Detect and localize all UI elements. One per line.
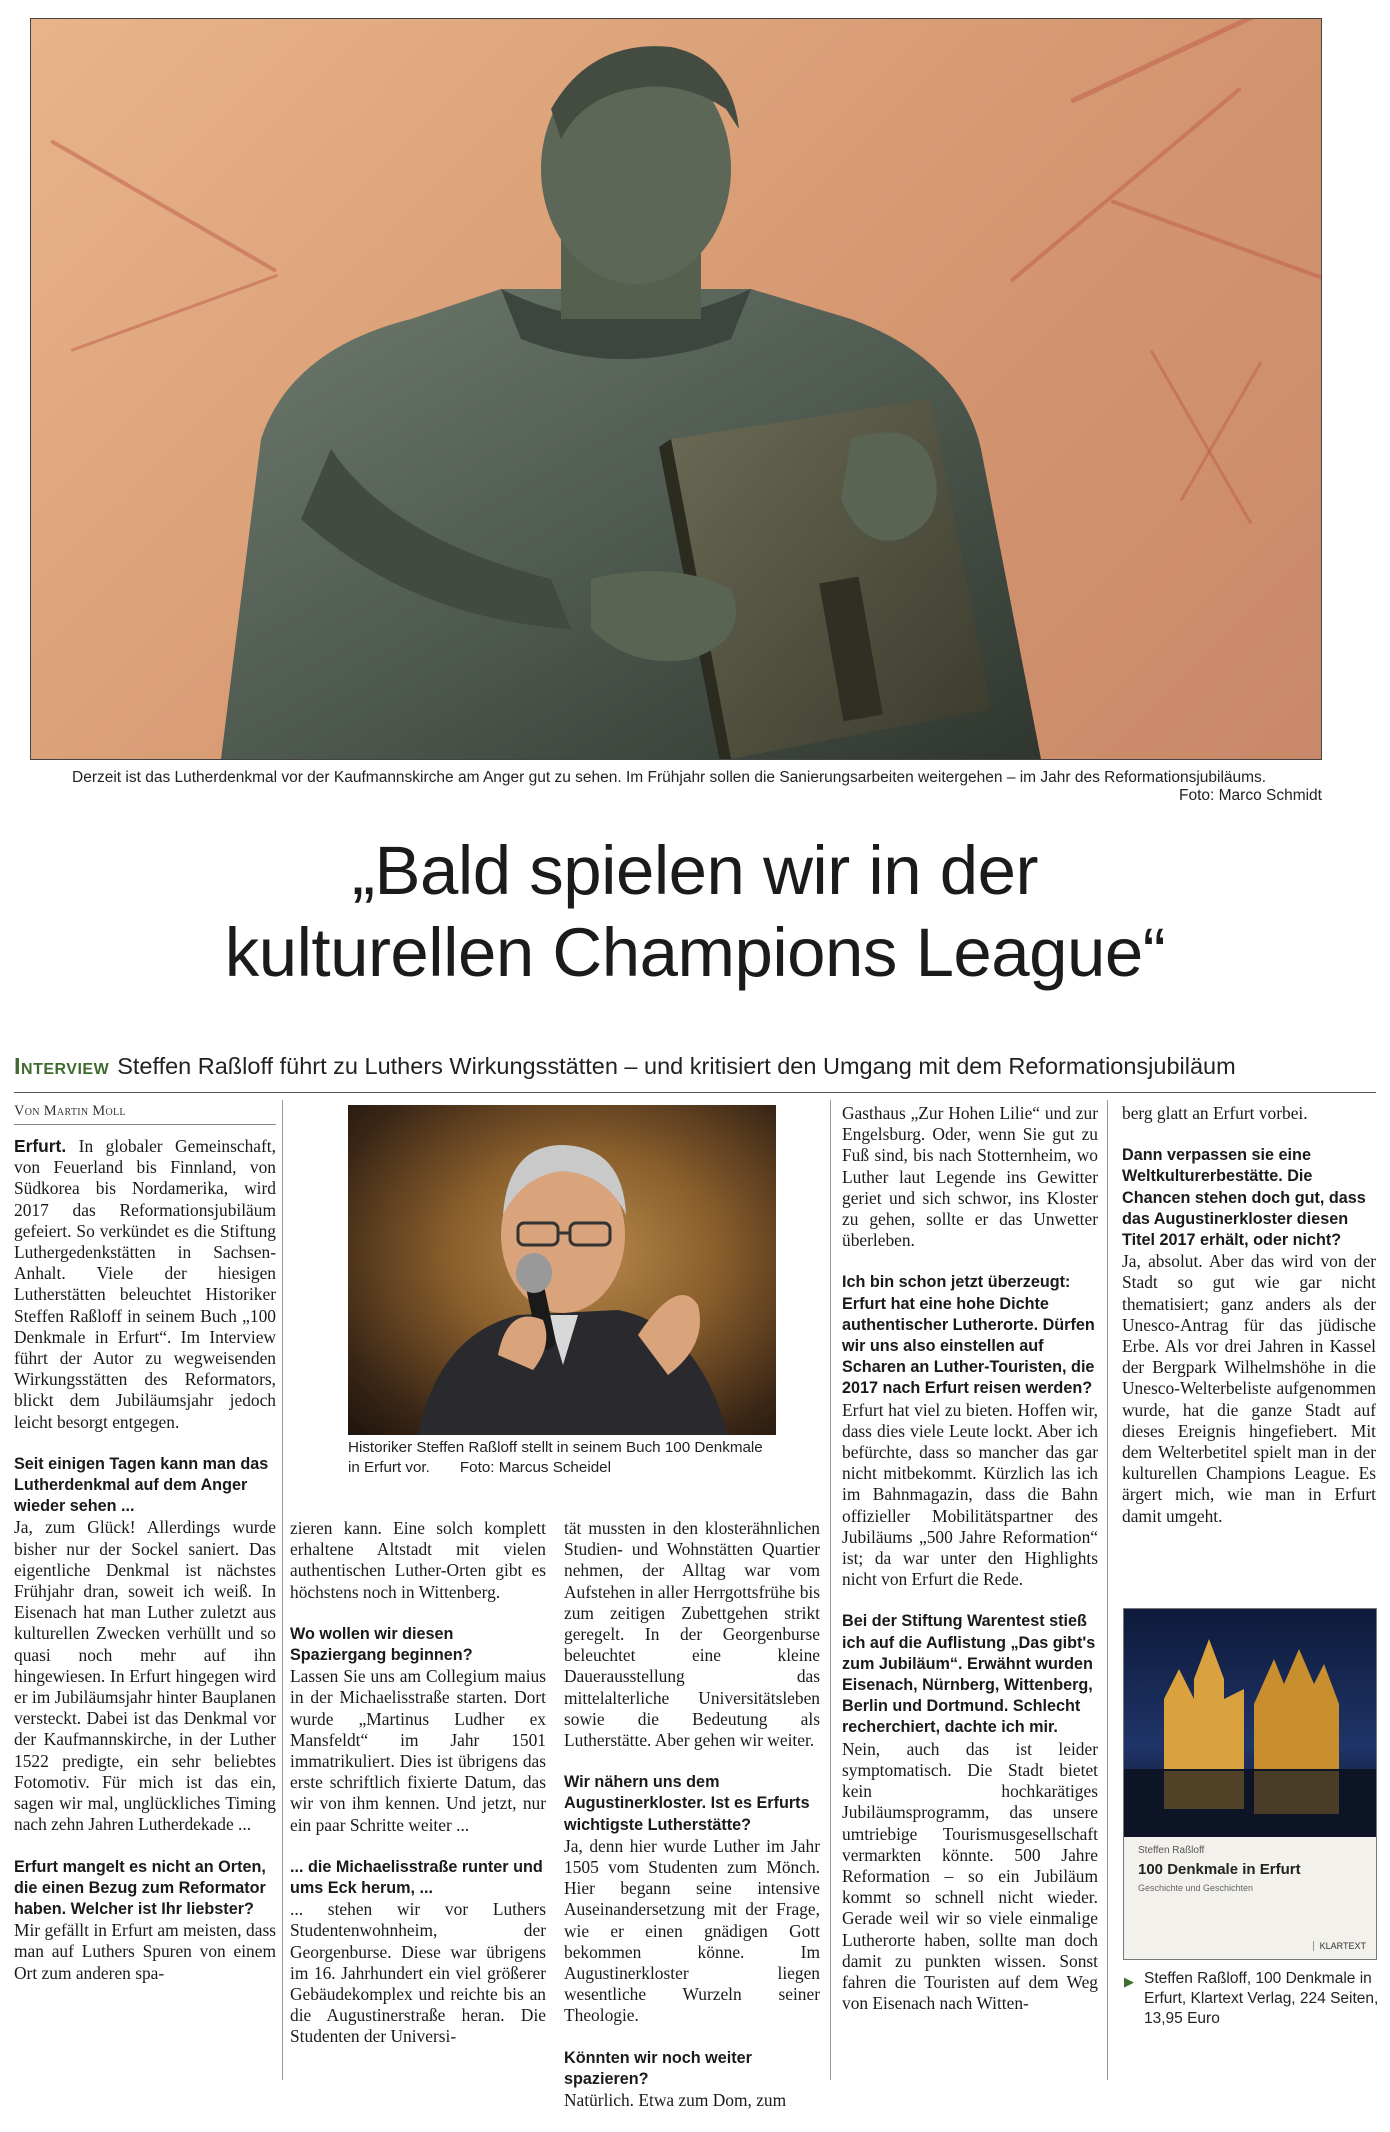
dateline: Erfurt. — [14, 1136, 67, 1156]
headline-line-2: kulturellen Champions League“ — [224, 914, 1166, 991]
answer: Ja, zum Glück! Allerdings wurde bisher nur der Sockel saniert. Das eigentliche Denkmal ist nächstes Frühjahr dran, soweit ich weiß. In Eisenach hat man Luther zuletzt aus kulturellen Zwecken verhüllt und so quasi noch mehr auf ihn hingewiesen. In Erfurt hingegen wird er im Jubiläumsjahr hinter Bauplanen versteckt. Dabei ist das Denkmal vor der Kaufmannskirche, in der Luther 1522 predigte, ein sehr beliebtes Fotomotiv. Für mich ist das ein, sagen wir mal, unglückliches Timing nach zehn Jahren Lutherdekade ... — [14, 1517, 276, 1835]
kicker-tag: Interview — [14, 1053, 110, 1079]
answer-continued: tät mussten in den klosterähnlichen Studien- und Wohnstätten Quartier nehmen, der Alltag war vom Aufstehen in aller Herrgottsfrühe bis zum zeitigen Zubettgehen strikt geregelt. In der Georgenburse beleuchtet eine kleine Dauerausstellung das mittelalterliche Universitätsleben sowie die Bedeutung als Lutherstätte. Aber gehen wir weiter. — [564, 1518, 820, 1751]
question: ... die Michaelisstraße runter und ums Eck herum, ... — [290, 1857, 543, 1898]
answer-continued: Gasthaus „Zur Hohen Lilie“ und zur Engelsburg. Oder, wenn Sie gut zu Fuß sind, bis nach Stotternheim, wo Luther laut Legende ins Gewitter geriet und sich schwor, ins Kloster zu gehen, sollte er das Unwetter überleben. — [842, 1103, 1098, 1251]
column-3 — [564, 1518, 820, 2132]
question: Ich bin schon jetzt überzeugt: Erfurt hat eine hohe Dichte authentischer Lutherorte. Dürfen wir uns also einstellen auf Scharen an Luther-Touristen, die 2017 nach Erfurt reisen werden? — [842, 1273, 1095, 1398]
answer: ... stehen wir vor Luthers Studentenwohnheim, der Georgenburse. Diese war übrigens im 16. Jahrhundert ein viel größerer Gebäudekomplex und reichte bis an die Augustinerstraße heran. Die Studenten der Universi- — [290, 1899, 546, 2047]
question: Wir nähern uns dem Augustinerkloster. Ist es Erfurts wichtigste Lutherstätte? — [564, 1773, 810, 1834]
column-4 — [842, 1103, 1098, 2035]
answer: Lassen Sie uns am Collegium maius in der Michaelisstraße starten. Dort wurde „Martinus Ludher ex Mansfeldt“ im Jahr 1501 immatrikuliert. Dies ist übrigens das erste schriftlich fixierte Datum, das wir von ihm kennen. Und jetzt, nur ein paar Schritte weiter ... — [290, 1666, 546, 1835]
article-headline — [30, 830, 1360, 994]
portrait-photo — [348, 1105, 776, 1435]
column-rule-3 — [1107, 1100, 1108, 2080]
kicker-text: Steffen Raßloff führt zu Luthers Wirkungsstätten – und kritisiert den Umgang mit dem Reformationsjubiläum — [117, 1053, 1236, 1079]
lead-paragraph — [14, 1136, 276, 1433]
kicker — [14, 1053, 1374, 1080]
rule-under-kicker — [14, 1092, 1376, 1093]
column-rule-1 — [282, 1100, 283, 2080]
lead-text: In globaler Gemeinschaft, von Feuerland bis Finnland, von Südkorea bis Nordamerika, wird 2017 das Reformationsjubiläum gefeiert. So verkündet es die Stiftung Luthergedenkstätten in Sachsen-Anhalt. Viele der hiesigen Lutherstätten beleuchtet Historiker Steffen Raßloff in seinem Buch „100 Denkmale in Erfurt“. Im Interview führt der Autor zu wegweisenden Wirkungsstätten des Reformators, blickt dem Jubiläumsjahr jedoch leicht besorgt entgegen. — [14, 1136, 276, 1432]
answer: Ja, absolut. Aber das wird von der Stadt so gut wie gar nicht thematisiert; ganz anders als der Unesco-Antrag für das jüdische Erbe. Als vor drei Jahren in Kassel der Bergpark Wilhelmshöhe in die Unesco-Welterbeliste aufgenommen wurde, hat die ganze Stadt auf dieses Ereignis hingefiebert. Mit dem Welterbetitel spielt man in der kulturellen Champions League. Es ärgert mich, wie man in Erfurt damit umgeht. — [1122, 1251, 1376, 1526]
book-cover — [1123, 1608, 1377, 1960]
book-author: Steffen Raßloff — [1138, 1845, 1205, 1856]
answer: Erfurt hat viel zu bieten. Hoffen wir, dass dies viele Leute lockt. Aber ich befürchte, dass so mancher das gar nicht mitbekommt. Kürzlich las ich im Bahnmagazin, dass die Bahn offizieller Mobilitätspartner des Jubiläums „500 Jahre Reformation“ ist; da war unter den Highlights nicht von Erfurt die Rede. — [842, 1399, 1098, 1590]
answer: Ja, denn hier wurde Luther im Jahr 1505 vom Studenten zum Mönch. Hier begann seine intensive Auseinandersetzung mit der Frage, wie er einen gnädigen Gott bekommen könne. Im Augustinerkloster liegen wesentliche Wurzeln seiner Theologie. — [564, 1835, 820, 2026]
byline: Von Martin Moll — [14, 1103, 126, 1119]
column-2 — [290, 1518, 546, 2069]
byline-rule — [14, 1124, 276, 1125]
book-subtitle: Geschichte und Geschichten — [1138, 1883, 1254, 1893]
answer-continued: berg glatt an Erfurt vorbei. — [1122, 1103, 1308, 1123]
question: Erfurt mangelt es nicht an Orten, die einen Bezug zum Reformator haben. Welcher ist Ihr liebster? — [14, 1857, 266, 1918]
hero-photo — [30, 18, 1322, 760]
portrait-figure — [348, 1105, 776, 1435]
portrait-photo-credit-inline: Foto: Marcus Scheidel — [459, 1458, 611, 1476]
column-1 — [14, 1136, 276, 2005]
answer-continued: zieren kann. Eine solch komplett erhaltene Altstadt mit vielen authentischen Luther-Orten gibt es höchstens noch in Wittenberg. — [290, 1518, 546, 1602]
book-title: 100 Denkmale in Erfurt — [1138, 1861, 1301, 1878]
column-rule-2 — [830, 1100, 831, 2080]
erfurt-cathedral-illustration — [1124, 1609, 1376, 1837]
luther-statue — [31, 19, 1321, 759]
headline-line-1: „Bald spielen wir in der — [352, 832, 1038, 909]
book-caption — [1124, 1969, 1380, 2029]
book-caption-text: Steffen Raßloff, 100 Denkmale in Erfurt, Klartext Verlag, 224 Seiten, 13,95 Euro — [1144, 1970, 1379, 2027]
answer: Nein, auch das ist leider symptomatisch. Die Stadt bietet kein hochkarätiges Jubiläumsprogramm, das unsere umtriebige Tourismusgesellschaft vermarkten könnte. 500 Jahre Reformation – so ein Jubiläum kommt so schnell nicht wieder. Gerade weil wir so viele einmalige Lutherorte haben, sollte man doch damit zu punkten wissen. Sonst fahren die Touristen auf dem Weg von Eisenach nach Witten- — [842, 1738, 1098, 2014]
question: Wo wollen wir diesen Spaziergang beginnen? — [290, 1624, 473, 1665]
question: Dann verpassen sie eine Weltkulturerbestätte. Die Chancen stehen doch gut, dass das Augustinerkloster diesen Titel 2017 erhält, oder nicht? — [1122, 1146, 1366, 1250]
hero-caption: Derzeit ist das Lutherdenkmal vor der Kaufmannskirche am Anger gut zu sehen. Im Frühjahr sollen die Sanierungsarbeiten weitergehen – im Jahr des Reformationsjubiläums. — [72, 769, 1267, 786]
hero-photo-credit: Foto: Marco Schmidt — [1179, 787, 1322, 804]
portrait-caption: Historiker Steffen Raßloff stellt in seinem Buch 100 Denkmale in Erfurt vor. Foto: Marcus Scheidel — [348, 1439, 763, 1476]
answer: Natürlich. Etwa zum Dom, zum — [564, 2090, 787, 2111]
question: Seit einigen Tagen kann man das Lutherdenkmal auf dem Anger wieder sehen ... — [14, 1454, 269, 1516]
answer: Mir gefällt in Erfurt am meisten, dass man auf Luthers Spuren von einem Ort zum anderen spa- — [14, 1920, 276, 1983]
book-publisher: KLARTEXT — [1313, 1941, 1366, 1951]
triangle-right-icon: ▶ — [1124, 1974, 1134, 1989]
column-5 — [1122, 1103, 1376, 1548]
question: Könnten wir noch weiter spazieren? — [564, 2048, 752, 2088]
question: Bei der Stiftung Warentest stieß ich auf die Auflistung „Das gibt's zum Jubiläum“. Erwähnt wurden Eisenach, Nürnberg, Wittenberg, Berlin und Dortmund. Schlecht recherchiert, dachte ich mir. — [842, 1612, 1096, 1737]
